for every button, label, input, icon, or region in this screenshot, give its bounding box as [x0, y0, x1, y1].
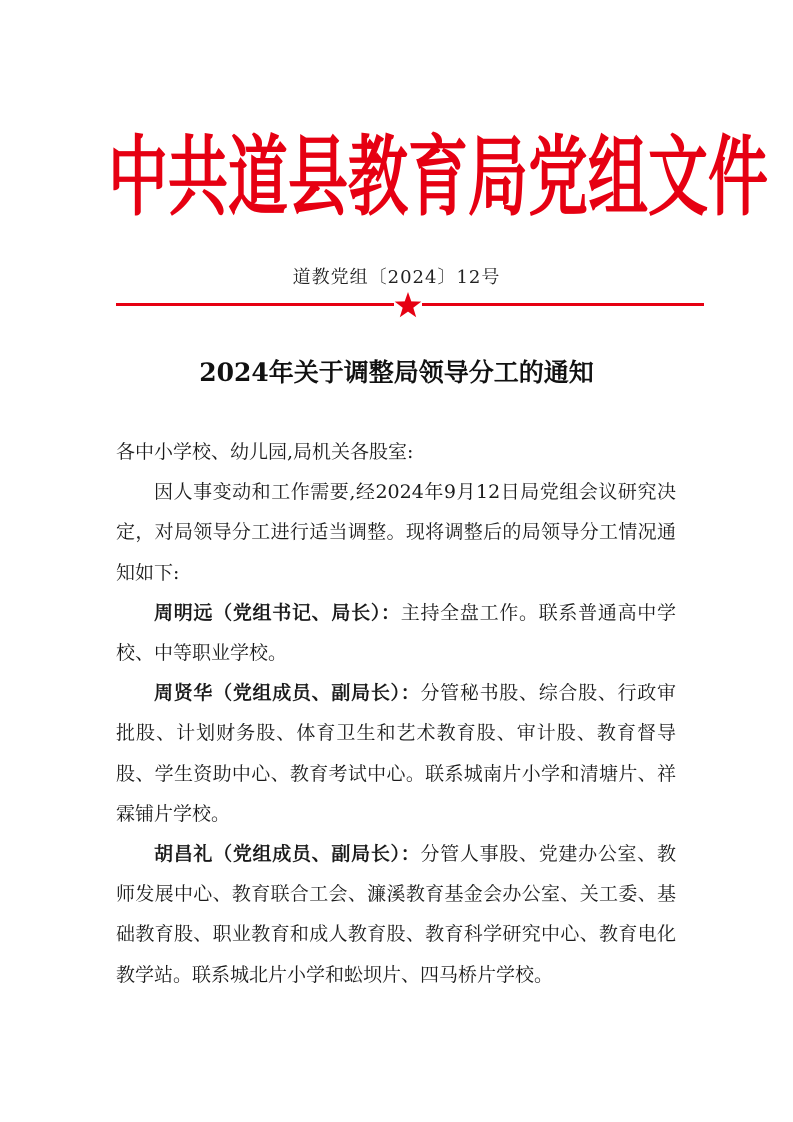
star-shape	[395, 292, 422, 317]
leader-paragraph	[116, 593, 676, 673]
leader-duties: 分管人事股、党建办公室、教师发展中心、教育联合工会、濂溪教育基金会办公室、关工委、基础教育股、职业教育和成人教育股、教育科学研究中心、教育电化教学站。联系城北片小学和蚣坝片、四马桥片学校。	[116, 843, 676, 986]
star-icon	[394, 291, 422, 319]
salutation: 各中小学校、幼儿园,局机关各股室:	[116, 441, 414, 463]
document-body	[116, 432, 676, 995]
document-number: 道教党组〔2024〕12号	[292, 267, 501, 288]
header-divider-left	[116, 303, 394, 306]
document-masthead: 中共道县教育局党组文件	[108, 127, 768, 229]
leader-duties: 分管秘书股、综合股、行政审批股、计划财务股、体育卫生和艺术教育股、审计股、教育督导股、学生资助中心、教育考试中心。联系城南片小学和清塘片、祥霖铺片学校。	[116, 682, 676, 825]
leader-name: 胡昌礼（党组成员、副局长）：	[154, 843, 421, 866]
header-divider-right	[422, 303, 704, 306]
leader-paragraph	[116, 673, 676, 834]
leader-paragraph	[116, 834, 676, 995]
document-title: 2024年关于调整局领导分工的通知	[199, 358, 594, 387]
leader-name: 周贤华（党组成员、副局长）：	[154, 682, 421, 705]
intro-paragraph: 因人事变动和工作需要,经2024年9月12日局党组会议研究决定，对局领导分工进行适当调整。现将调整后的局领导分工情况通知如下:	[116, 481, 676, 584]
leader-duties: 主持全盘工作。联系普通高中学校、中等职业学校。	[116, 601, 676, 665]
leader-name: 周明远（党组书记、局长）：	[154, 601, 401, 624]
